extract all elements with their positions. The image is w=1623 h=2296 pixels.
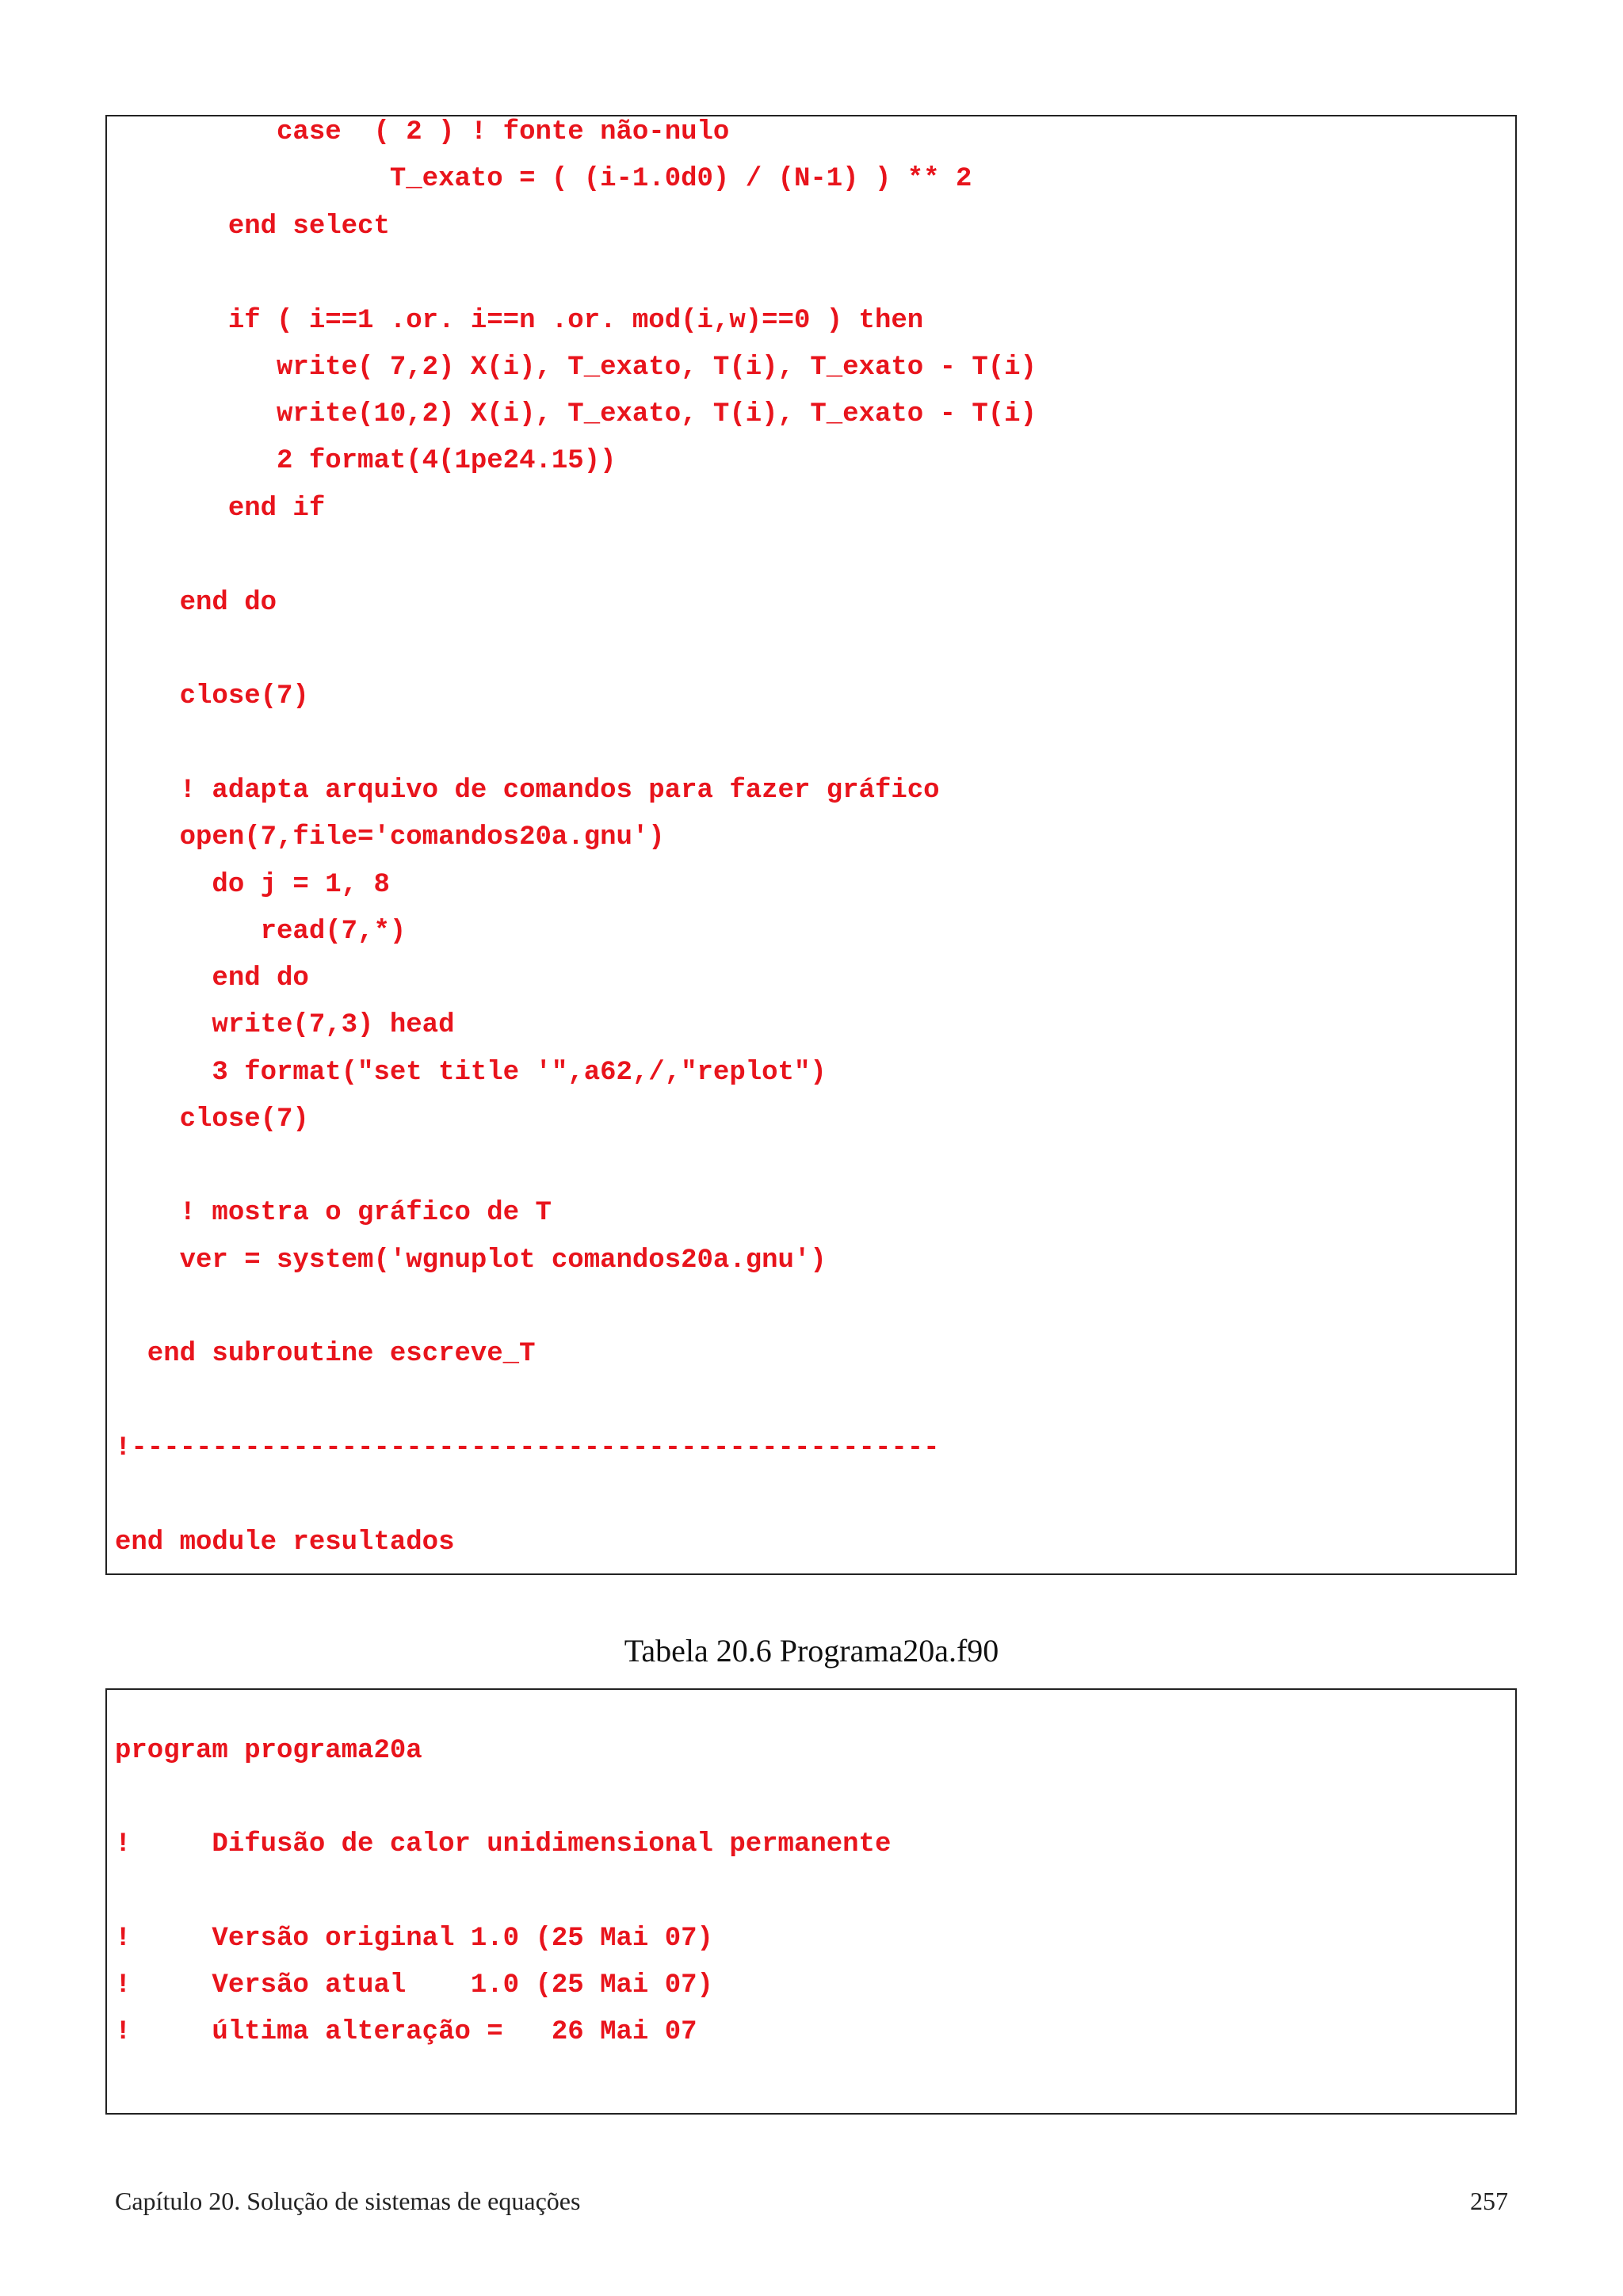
code-line: 3 format("set title '",a62,/,"replot") — [115, 1058, 827, 1088]
code-line: ! Versão original 1.0 (25 Mai 07) — [115, 1924, 713, 1954]
code-line: end module resultados — [115, 1527, 455, 1558]
code-line: if ( i==1 .or. i==n .or. mod(i,w)==0 ) then — [115, 306, 924, 336]
footer-chapter-title: Capítulo 20. Solução de sistemas de equações — [115, 2187, 581, 2215]
code-line: read(7,*) — [115, 917, 407, 947]
code-line: end select — [115, 212, 390, 242]
code-line: ver = system('wgnuplot comandos20a.gnu') — [115, 1245, 827, 1276]
code-line: ! Difusão de calor unidimensional permanente — [115, 1829, 892, 1859]
code-line: write(7,3) head — [115, 1010, 455, 1040]
code-line: end do — [115, 588, 277, 618]
code-line: write( 7,2) X(i), T_exato, T(i), T_exato - T(i) — [115, 353, 1037, 383]
code-line: end subroutine escreve_T — [115, 1339, 536, 1369]
code-line: write(10,2) X(i), T_exato, T(i), T_exato - T(i) — [115, 399, 1037, 429]
code-line: do j = 1, 8 — [115, 870, 390, 900]
page-number: 257 — [1470, 2187, 1508, 2215]
code-line: !-------------------------------------------------- — [115, 1433, 940, 1463]
code-listing-program — [105, 1688, 1517, 2115]
code-line: case ( 2 ) ! fonte não-nulo — [115, 117, 730, 147]
code-line: end do — [115, 963, 309, 994]
code-line: open(7,file='comandos20a.gnu') — [115, 822, 665, 852]
code-line: close(7) — [115, 1104, 309, 1135]
code-line: T_exato = ( (i-1.0d0) / (N-1) ) ** 2 — [115, 164, 972, 194]
code-line: close(7) — [115, 681, 309, 711]
code-line: program programa20a — [115, 1736, 422, 1766]
code-line: ! última alteração = 26 Mai 07 — [115, 2017, 697, 2047]
code-line: 2 format(4(1pe24.15)) — [115, 446, 617, 476]
code-line: ! Versão atual 1.0 (25 Mai 07) — [115, 1970, 713, 2000]
code-line: end if — [115, 494, 326, 524]
table-caption: Tabela 20.6 Programa20a.f90 — [624, 1633, 999, 1669]
code-line: ! mostra o gráfico de T — [115, 1198, 552, 1228]
code-line: ! adapta arquivo de comandos para fazer gráfico — [115, 776, 940, 806]
code-listing-continued — [105, 115, 1517, 1575]
